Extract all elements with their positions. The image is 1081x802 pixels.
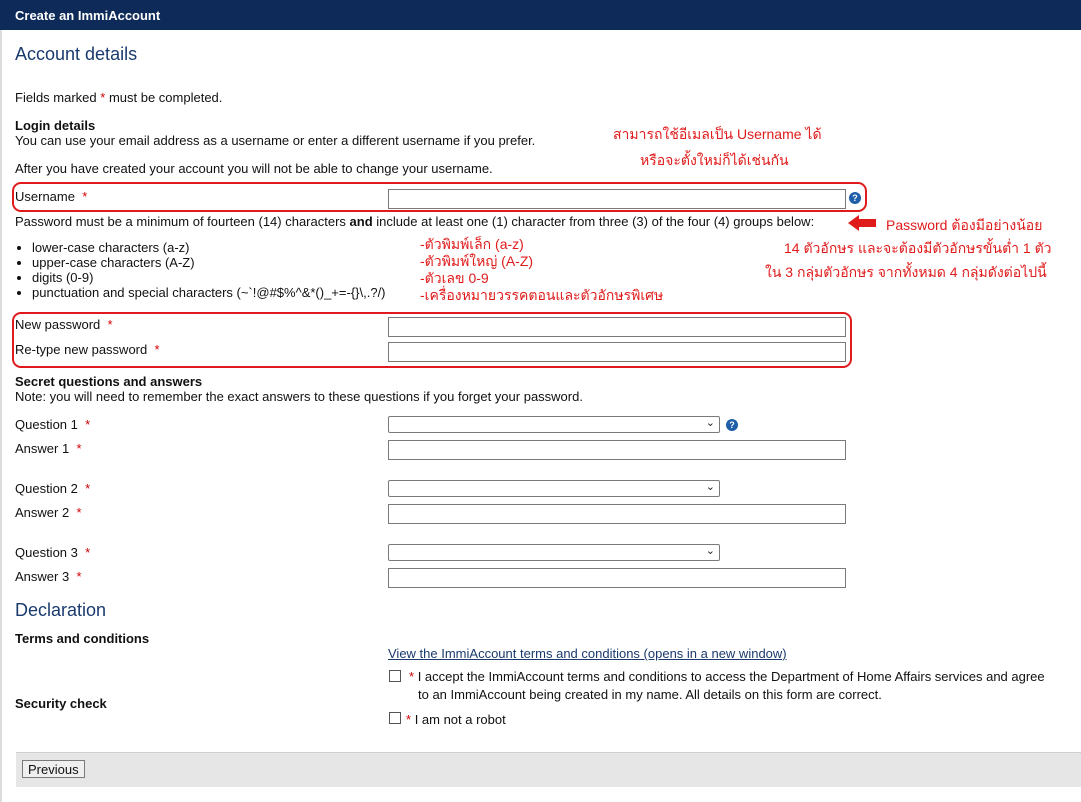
password-groups-list <box>18 240 386 300</box>
security-check-heading: Security check <box>15 696 107 711</box>
secret-questions-heading: Secret questions and answers <box>15 374 203 389</box>
form-footer <box>16 752 1081 787</box>
robot-label: * I am not a robot <box>406 712 506 727</box>
required-fields-note: Fields marked * must be completed. <box>15 90 223 105</box>
username-annotation-1: สามารถใช้อีเมลเป็น Username ได้ <box>613 126 822 142</box>
username-info-1: You can use your email address as a username or enter a different username if you prefer. <box>15 133 536 148</box>
accept-terms-checkbox[interactable] <box>389 670 401 682</box>
previous-button[interactable]: Previous <box>22 760 85 778</box>
password-annotation-1: Password ต้องมีอย่างน้อย <box>886 217 1043 233</box>
chevron-down-icon: ⌄ <box>705 481 715 493</box>
answer-1-label: Answer 1 * <box>15 441 82 456</box>
help-icon[interactable]: ? <box>849 192 861 204</box>
list-item: • punctuation and special characters (~`!@#$%^&*()_+=-{}\,.?/) <box>32 285 386 300</box>
terms-heading: Terms and conditions <box>15 631 150 646</box>
chevron-down-icon: ⌄ <box>705 545 715 557</box>
left-border <box>0 30 2 802</box>
username-annotation-2: หรือจะตั้งใหม่ก็ได้เช่นกัน <box>640 152 789 168</box>
accept-terms-text: * I accept the ImmiAccount terms and conditions to access the Department of Home Affairs services and agree to an ImmiAccount being created in my name. All details on this form are correct. <box>409 669 1045 702</box>
question-1-label: Question 1 * <box>15 417 91 432</box>
question-2-select[interactable] <box>388 480 720 497</box>
username-label: Username * <box>15 189 88 204</box>
login-details-heading: Login details <box>15 118 96 133</box>
answer-2-input[interactable] <box>388 504 846 524</box>
username-input[interactable] <box>388 189 846 209</box>
chevron-down-icon: ⌄ <box>705 417 715 429</box>
password-groups-annotation: -ตัวพิมพ์เล็ก (a-z) -ตัวพิมพ์ใหญ่ (A-Z) -ตัวเลข 0-9 -เครื่องหมายวรรคตอนและตัวอักษรพิเศษ <box>420 236 664 303</box>
title-bar <box>0 0 1081 30</box>
list-item: • lower-case characters (a-z) <box>32 240 386 255</box>
left-arrow-icon <box>848 215 876 231</box>
help-icon[interactable]: ? <box>726 419 738 431</box>
account-details-heading: Account details <box>15 44 138 64</box>
list-item: • digits (0-9) <box>32 270 386 285</box>
answer-2-label: Answer 2 * <box>15 505 82 520</box>
question-3-label: Question 3 * <box>15 545 91 560</box>
password-rule: Password must be a minimum of fourteen (14) characters and include at least one (1) character from three (3) of the four (4) groups below: <box>15 214 815 229</box>
username-info-2: After you have created your account you will not be able to change your username. <box>15 161 493 176</box>
password-annotation-3: ใน 3 กลุ่มตัวอักษร จากทั้งหมด 4 กลุ่มดังต่อไปนี้ <box>765 264 1047 280</box>
question-3-select[interactable] <box>388 544 720 561</box>
question-1-select[interactable] <box>388 416 720 433</box>
declaration-heading: Declaration <box>15 600 107 620</box>
window-title: Create an ImmiAccount <box>15 8 161 23</box>
answer-3-input[interactable] <box>388 568 846 588</box>
secret-questions-note: Note: you will need to remember the exact answers to these questions if you forget your password. <box>15 389 583 404</box>
robot-checkbox[interactable] <box>389 712 401 724</box>
password-annotation-2: 14 ตัวอักษร และจะต้องมีตัวอักษรขั้นต่ำ 1 ตัว <box>784 240 1052 256</box>
retype-password-input[interactable] <box>388 342 846 362</box>
list-item: • upper-case characters (A-Z) <box>32 255 386 270</box>
answer-3-label: Answer 3 * <box>15 569 82 584</box>
question-2-label: Question 2 * <box>15 481 91 496</box>
retype-password-label: Re-type new password * <box>15 342 160 357</box>
required-marker: * <box>100 90 106 105</box>
answer-1-input[interactable] <box>388 440 846 460</box>
terms-link[interactable]: View the ImmiAccount terms and conditions (opens in a new window) <box>388 646 787 661</box>
new-password-input[interactable] <box>388 317 846 337</box>
new-password-label: New password * <box>15 317 113 332</box>
